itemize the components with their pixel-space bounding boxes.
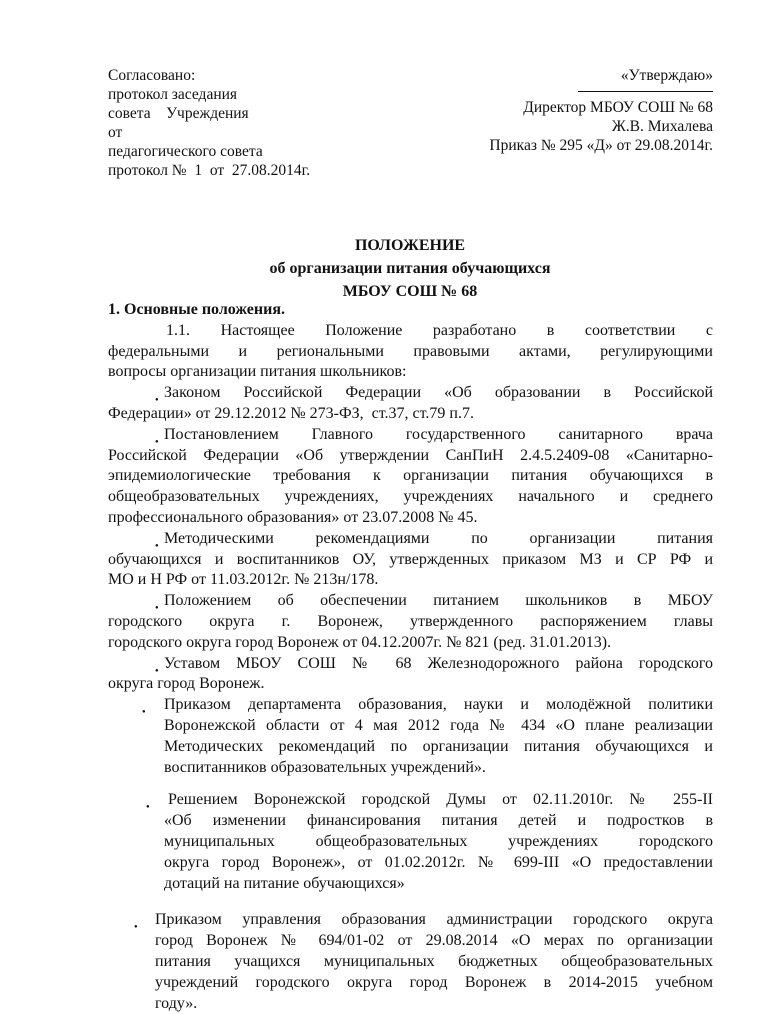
text-line: Положением об обеспечении питанием школьников в МБОУ <box>108 591 713 612</box>
bullet-icon: ● <box>155 536 159 557</box>
text-line: воспитанников образовательных учреждений». <box>108 758 713 779</box>
approval-left-line: совета Учреждения <box>108 104 310 123</box>
text-line: город Воронеж № 694/01-02 от 29.08.2014 «О мерах по организации <box>108 931 713 952</box>
text-line: МО и Н РФ от 11.03.2012г. № 213н/178. <box>108 570 713 591</box>
director-name: Ж.В. Михалева <box>489 117 713 136</box>
list-item <box>108 529 713 591</box>
text-line: обучающихся и воспитанников ОУ, утвержденных приказом МЗ и СР РФ и <box>108 550 713 571</box>
text-line: эпидемиологические требования к организации питания обучающихся в <box>108 466 713 487</box>
approval-left-line: протокол № 1 от 27.08.2014г. <box>108 161 310 180</box>
text-line: федеральными и региональными правовыми актами, регулирующими <box>108 342 713 363</box>
text-line: Воронежской области от 4 мая 2012 года № 434 «О плане реализации <box>108 716 713 737</box>
text-line: Решением Воронежской городской Думы от 02.11.2010г. № 255-II <box>108 790 713 811</box>
approval-left-line: педагогического совета <box>108 142 310 161</box>
text-line: Законом Российской Федерации «Об образовании в Российской <box>108 383 713 404</box>
text-line: вопросы организации питания школьников: <box>108 362 713 383</box>
text-line: Методическими рекомендациями по организации питания <box>108 529 713 550</box>
text-line: питания учащихся муниципальных бюджетных общеобразовательных <box>108 952 713 973</box>
text-line: Методических рекомендаций по организации питания обучающихся и <box>108 737 713 758</box>
order-reference: Приказ № 295 «Д» от 29.08.2014г. <box>489 136 713 155</box>
bullet-icon: ● <box>155 432 159 453</box>
text-line: Приказом управления образования администрации городского округа <box>108 910 713 931</box>
approval-left-line: Согласовано: <box>108 66 310 85</box>
document-title <box>0 234 768 303</box>
text-line: «Об изменении финансирования питания детей и подростков в <box>108 811 713 832</box>
text-line: муниципальных общеобразовательных учреждениях городского <box>108 832 713 853</box>
bullet-icon: ● <box>155 661 159 682</box>
list-item <box>108 654 713 696</box>
text-line: общеобразовательных учреждениях, учреждениях начального и среднего <box>108 487 713 508</box>
signature-line <box>578 91 713 92</box>
text-line: городского округа город Воронеж от 04.12.2007г. № 821 (ред. 31.01.2013). <box>108 633 713 654</box>
text-line: Постановлением Главного государственного санитарного врача <box>108 425 713 446</box>
bullet-icon: ● <box>155 390 159 411</box>
text-line: 1.1. Настоящее Положение разработано в соответствии с <box>108 321 713 342</box>
approval-left-line: протокол заседания <box>108 85 310 104</box>
title-line: об организации питания обучающихся <box>0 257 768 280</box>
director-position: Директор МБОУ СОШ № 68 <box>489 98 713 117</box>
list-item <box>108 910 713 1014</box>
text-line: профессионального образования» от 23.07.2008 № 45. <box>108 508 713 529</box>
text-line: дотаций на питание обучающихся» <box>108 874 713 895</box>
text-line: Уставом МБОУ СОШ № 68 Железнодорожного района городского <box>108 654 713 675</box>
list-item <box>108 383 713 425</box>
approval-left-line: от <box>108 123 310 142</box>
list-item <box>108 790 713 894</box>
bullet-icon: ● <box>146 797 150 818</box>
title-line: МБОУ СОШ № 68 <box>0 280 768 303</box>
text-line: Российской Федерации «Об утверждении СанПиН 2.4.5.2409-08 «Санитарно- <box>108 446 713 467</box>
approval-left <box>108 66 310 180</box>
bullet-icon: ● <box>142 702 146 723</box>
text-line: учреждений городского округа город Воронеж в 2014-2015 учебном <box>108 973 713 994</box>
document-body <box>108 300 713 1014</box>
text-line: городского округа г. Воронеж, утвержденного распоряжением главы <box>108 612 713 633</box>
bullet-icon: ● <box>134 917 138 938</box>
approve-label: «Утверждаю» <box>489 66 713 85</box>
text-line: Приказом департамента образования, науки и молодёжной политики <box>108 695 713 716</box>
list-item <box>108 425 713 529</box>
title-line: ПОЛОЖЕНИЕ <box>0 234 768 257</box>
bullet-icon: ● <box>155 598 159 619</box>
text-line: году». <box>108 994 713 1014</box>
approval-right <box>489 66 713 155</box>
list-item <box>108 321 713 383</box>
text-line: Федерации» от 29.12.2012 № 273-ФЗ, ст.37, ст.79 п.7. <box>108 404 713 425</box>
section-heading: 1. Основные положения. <box>108 300 713 321</box>
list-item <box>108 591 713 653</box>
list-item <box>108 695 713 778</box>
text-line: округа город Воронеж. <box>108 674 713 695</box>
text-line: округа город Воронеж», от 01.02.2012г. № 699-III «О предоставлении <box>108 853 713 874</box>
